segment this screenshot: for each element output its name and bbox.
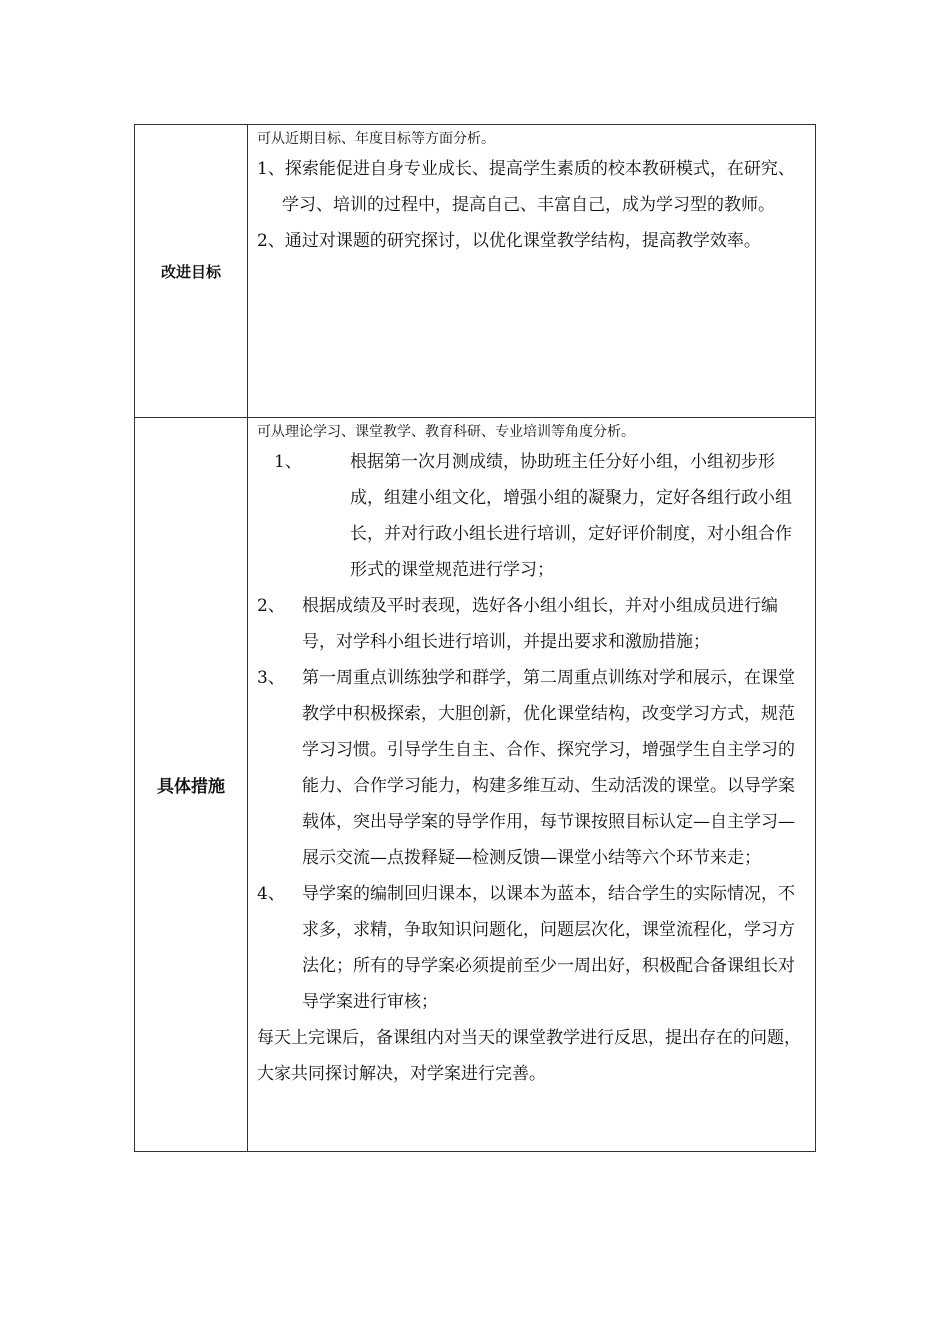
item-number: 3、 — [257, 668, 285, 688]
measure-item — [257, 660, 807, 876]
item-number: 4、 — [257, 884, 285, 904]
row-specific-measures — [135, 417, 815, 1151]
item-number: 2、 — [257, 596, 285, 616]
closing-text: 每天上完课后，备课组内对当天的课堂教学进行反思，提出存在的问题，大家共同探讨解决，对学案进行完善。 — [257, 1028, 801, 1084]
item-text: 第一周重点训练独学和群学，第二周重点训练对学和展示，在课堂教学中积极探索，大胆创新，优化课堂结构，改变学习方式，规范学习习惯。引导学生自主、合作、探究学习，增强学生自主学习的能力、合作学习能力，构建多维互动、生动活泼的课堂。以导学案载体，突出导学案的导学作用，每节课按照目标认定—自主学习—展示交流—点拨释疑—检测反馈—课堂小结等六个环节来走； — [302, 668, 795, 868]
hint-text: 可从近期目标、年度目标等方面分析。 — [257, 131, 495, 147]
row-label: 改进目标 — [135, 125, 248, 417]
measure-item — [257, 876, 807, 1020]
measure-item — [257, 588, 807, 660]
item-text: 导学案的编制回归课本，以课本为蓝本，结合学生的实际情况，不求多，求精，争取知识问题化，问题层次化，课堂流程化，学习方法化；所有的导学案必须提前至少一周出好，积极配合备课组长对导学案进行审核； — [302, 884, 795, 1012]
row-label: 具体措施 — [135, 418, 248, 1151]
measure-item — [257, 444, 807, 588]
row-content — [248, 418, 815, 1151]
item-text: 根据第一次月测成绩，协助班主任分好小组，小组初步形成，组建小组文化，增强小组的凝聚力，定好各组行政小组长，并对行政小组长进行培训，定好评价制度，对小组合作形式的课堂规范进行学习； — [350, 452, 792, 580]
item-text: 根据成绩及平时表现，选好各小组小组长，并对小组成员进行编号，对学科小组长进行培训，并提出要求和激励措施； — [302, 596, 778, 652]
item-number: 1、 — [274, 452, 302, 472]
goal-item: 2、通过对课题的研究探讨，以优化课堂教学结构，提高教学效率。 — [257, 231, 761, 251]
plan-table — [134, 124, 816, 1152]
hint-text: 可从理论学习、课堂教学、教育科研、专业培训等角度分析。 — [257, 424, 635, 440]
goal-item: 1、探索能促进自身专业成长、提高学生素质的校本教研模式，在研究、学习、培训的过程中，提高自己、丰富自己，成为学习型的教师。 — [257, 159, 795, 215]
row-improvement-goals — [135, 125, 815, 417]
row-content — [248, 125, 815, 417]
